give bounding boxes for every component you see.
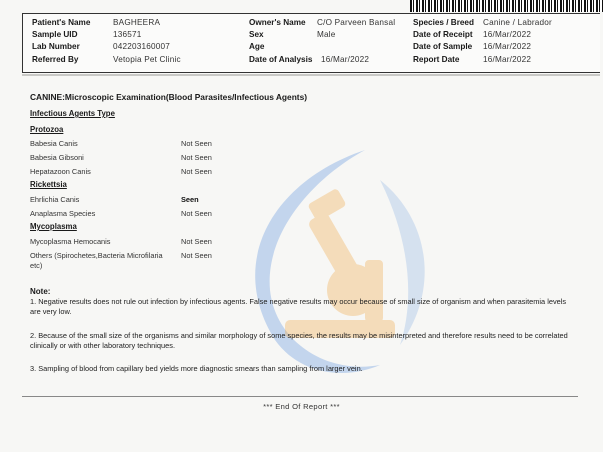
report-date-value: 16/Mar/2022 [483,55,532,64]
owner-name-label: Owner's Name [249,18,306,27]
test-result-babesia-canis: Not Seen [181,139,212,148]
owner-name-value: C/O Parveen Bansal [317,18,396,27]
test-result-babesia-gibsoni: Not Seen [181,153,212,162]
species-breed-label: Species / Breed [413,18,474,27]
test-name-babesia-gibsoni: Babesia Gibsoni [30,153,84,162]
age-label: Age [249,42,265,51]
referred-by-value: Vetopia Pet Clinic [113,55,181,64]
note-heading: Note: [30,287,51,296]
patient-info-header [22,13,600,73]
sex-value: Male [317,30,336,39]
species-breed-value: Canine / Labrador [483,18,552,27]
note-item-3: 3. Sampling of blood from capillary bed yields more diagnostic smears than sampling from larger vein. [30,364,363,373]
header-shadow [22,74,600,76]
note-item-1: 1. Negative results does not rule out infection by infectious agents. False negative results may occur because of small size of organism and when parasitemia levels are very low. [30,297,567,316]
sample-uid-value: 136571 [113,30,142,39]
lab-number-label: Lab Number [32,42,80,51]
test-result-others: Not Seen [181,251,212,260]
test-name-anaplasma-species: Anaplasma Species [30,209,96,218]
sex-label: Sex [249,30,264,39]
footer-divider [22,396,578,397]
rickettsia-heading: Rickettsia [30,180,67,189]
end-of-report: *** End Of Report *** [263,402,340,411]
test-result-ehrlichia-canis: Seen [181,195,199,204]
date-of-receipt-label: Date of Receipt [413,30,473,39]
patient-name-value: BAGHEERA [113,18,161,27]
test-result-hepatazoon-canis: Not Seen [181,167,212,176]
protozoa-heading: Protozoa [30,125,64,134]
test-name-babesia-canis: Babesia Canis [30,139,78,148]
test-result-mycoplasma-hemocanis: Not Seen [181,237,212,246]
date-of-sample-label: Date of Sample [413,42,473,51]
referred-by-label: Referred By [32,55,79,64]
sample-uid-label: Sample UID [32,30,78,39]
mycoplasma-heading: Mycoplasma [30,222,77,231]
date-of-analysis-value: 16/Mar/2022 [321,55,370,64]
report-date-label: Report Date [413,55,460,64]
lab-number-value: 042203160007 [113,42,171,51]
barcode [410,0,603,12]
test-result-anaplasma-species: Not Seen [181,209,212,218]
report-title: CANINE:Microscopic Examination(Blood Parasites/Infectious Agents) [30,92,308,102]
test-name-mycoplasma-hemocanis: Mycoplasma Hemocanis [30,237,111,246]
date-of-analysis-label: Date of Analysis [249,55,313,64]
test-name-others: Others (Spirochetes,Bacteria Microfilaria etc) [30,251,163,270]
test-name-ehrlichia-canis: Ehrlichia Canis [30,195,80,204]
note-item-2: 2. Because of the small size of the organisms and similar morphology of some species, the results may be misinterpreted and therefore results need to be correlated clinically or with other laboratory techniques. [30,331,568,350]
date-of-receipt-value: 16/Mar/2022 [483,30,532,39]
test-name-hepatazoon-canis: Hepatazoon Canis [30,167,91,176]
date-of-sample-value: 16/Mar/2022 [483,42,532,51]
agents-type-heading: Infectious Agents Type [30,109,115,118]
patient-name-label: Patient's Name [32,18,91,27]
